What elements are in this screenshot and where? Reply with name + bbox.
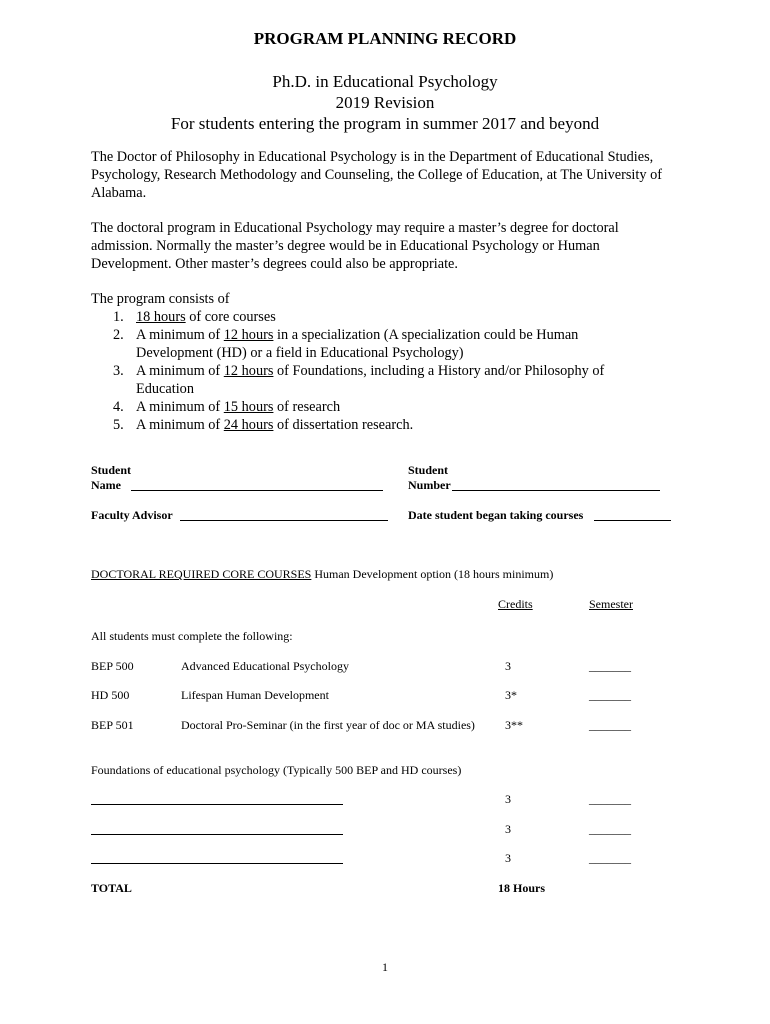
- course-title: Advanced Educational Psychology: [181, 659, 349, 673]
- foundation-semester-field[interactable]: _______: [589, 851, 631, 865]
- semester-column-header: Semester: [589, 597, 633, 611]
- program-list: [0, 308, 770, 438]
- date-began-label: Date student began taking courses: [408, 508, 584, 522]
- course-semester-field[interactable]: _______: [589, 659, 631, 673]
- list-item: A minimum of 12 hours in a specialization (A specialization could be Human: [136, 327, 579, 343]
- program-lead: The program consists of: [91, 291, 230, 307]
- student-number-field[interactable]: [452, 490, 660, 491]
- list-item-continuation: Education: [136, 381, 194, 397]
- foundation-semester-field[interactable]: _______: [589, 792, 631, 806]
- degree-title: Ph.D. in Educational Psychology: [272, 72, 498, 91]
- student-number-label-2: Number: [408, 478, 451, 492]
- student-name-field[interactable]: [131, 490, 383, 491]
- page-title: PROGRAM PLANNING RECORD: [253, 29, 517, 48]
- foundation-credits: 3: [505, 851, 511, 865]
- credits-column-header: Credits: [498, 597, 533, 611]
- list-item: A minimum of 24 hours of dissertation research.: [136, 417, 414, 433]
- foundation-semester-field[interactable]: _______: [589, 822, 631, 836]
- core-heading: DOCTORAL REQUIRED CORE COURSES Human Development option (18 hours minimum): [91, 567, 554, 581]
- course-title: Lifespan Human Development: [181, 688, 329, 702]
- foundation-course-field[interactable]: [91, 863, 343, 864]
- student-number-label: Student: [408, 463, 449, 477]
- course-code: BEP 500: [91, 659, 134, 673]
- total-label: TOTAL: [91, 881, 132, 895]
- course-credits: 3*: [505, 688, 517, 702]
- list-item-continuation: Development (HD) or a field in Educational Psychology): [136, 345, 464, 361]
- foundation-course-field[interactable]: [91, 834, 343, 835]
- course-semester-field[interactable]: _______: [589, 718, 631, 732]
- date-began-field[interactable]: [594, 520, 671, 521]
- page-number: 1: [382, 960, 388, 974]
- course-title: Doctoral Pro-Seminar (in the first year of doc or MA studies): [181, 718, 475, 732]
- foundation-credits: 3: [505, 822, 511, 836]
- course-code: BEP 501: [91, 718, 134, 732]
- faculty-advisor-field[interactable]: [180, 520, 388, 521]
- course-semester-field[interactable]: _______: [589, 688, 631, 702]
- student-name-label: Student: [91, 463, 132, 477]
- revision-label: 2019 Revision: [335, 93, 435, 112]
- course-credits: 3**: [505, 718, 523, 732]
- faculty-advisor-label: Faculty Advisor: [91, 508, 173, 522]
- total-value: 18 Hours: [498, 881, 546, 895]
- course-credits: 3: [505, 659, 511, 673]
- intro-paragraph-1: The Doctor of Philosophy in Educational Psychology is in the Department of Educational Studies, Psychology, Research Methodology and Counseling, the College of Education, at The University of Alabama.: [91, 149, 662, 201]
- intro-paragraph-2: The doctoral program in Educational Psychology may require a master’s degree for doctoral admission. Normally the master’s degree would be in Educational Psychology or Human Development. Other master’s degrees could also be appropriate.: [91, 220, 619, 272]
- student-name-label-2: Name: [91, 478, 121, 492]
- foundation-credits: 3: [505, 792, 511, 806]
- list-number: 3.: [113, 363, 124, 379]
- cohort-statement: For students entering the program in summer 2017 and beyond: [170, 114, 600, 133]
- foundations-heading: Foundations of educational psychology (Typically 500 BEP and HD courses): [91, 763, 462, 777]
- list-number: 4.: [113, 399, 124, 415]
- list-number: 5.: [113, 417, 124, 433]
- list-number: 1.: [113, 309, 124, 325]
- list-item: 18 hours of core courses: [136, 309, 276, 325]
- core-instruction: All students must complete the following:: [91, 629, 293, 643]
- list-number: 2.: [113, 327, 124, 343]
- list-item: A minimum of 15 hours of research: [136, 399, 341, 415]
- list-item: A minimum of 12 hours of Foundations, including a History and/or Philosophy of: [136, 363, 605, 379]
- foundation-course-field[interactable]: [91, 804, 343, 805]
- course-code: HD 500: [91, 688, 130, 702]
